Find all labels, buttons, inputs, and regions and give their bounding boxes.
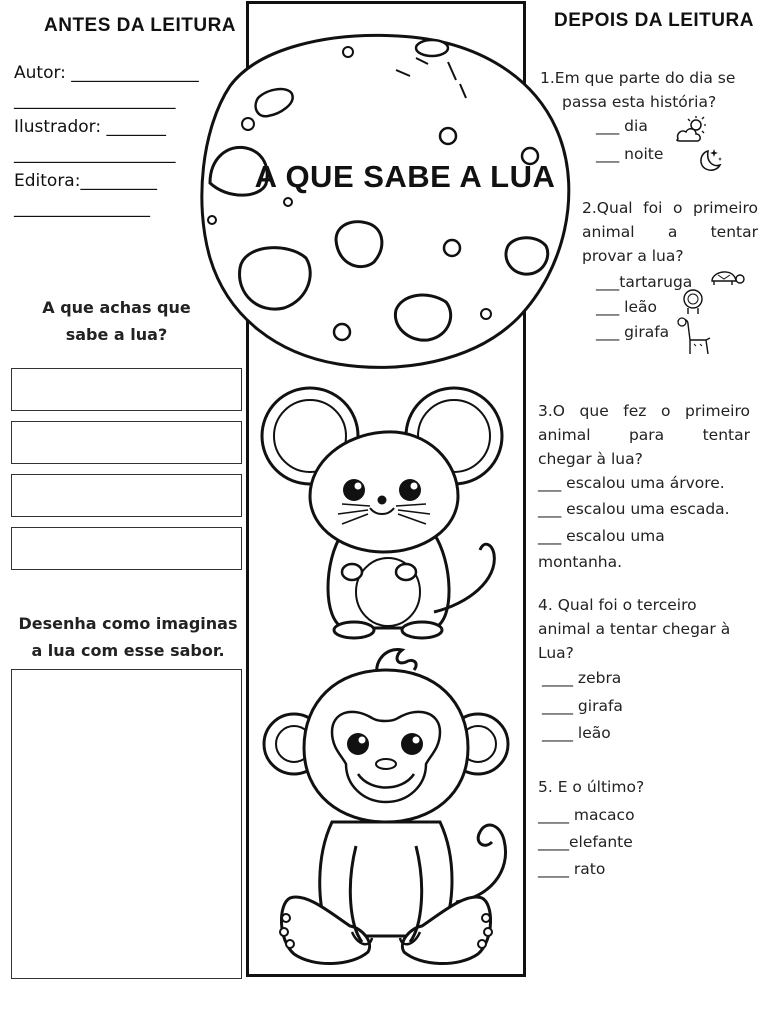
q4-line-3: Lua? (538, 644, 574, 662)
answer-box-3[interactable] (11, 474, 242, 517)
q3-line-3: chegar à lua? (538, 450, 643, 468)
q1-option-noite: ___ noite (596, 145, 664, 163)
editora-line-1: Editora:_________ (14, 171, 157, 191)
q4-line-2: animal a tentar chegar à (538, 620, 731, 638)
q3-line-1: 3.O que fez o primeiro (538, 402, 750, 420)
q5-option-macaco: ____ macaco (538, 806, 635, 824)
q5-option-rato: ____ rato (538, 860, 606, 878)
sun-cloud-icon (674, 115, 708, 145)
mouse-illustration (258, 384, 518, 640)
question-taste-line-2: sabe a lua? (65, 325, 168, 344)
right-column-title: DEPOIS DA LEITURA (554, 10, 754, 31)
ilustrador-line-2: ___________________ (14, 144, 176, 164)
question-draw-line-2: a lua com esse sabor. (31, 641, 225, 660)
q3-option-arvore: ___ escalou uma árvore. (538, 474, 725, 492)
lion-icon (680, 288, 706, 316)
q3-option-montanha: ___ escalou uma (538, 527, 665, 545)
drawing-box[interactable] (11, 669, 242, 979)
q2-option-girafa: ___ girafa (596, 323, 670, 341)
q1-option-dia: ___ dia (596, 117, 648, 135)
q4-option-zebra: ____ zebra (542, 669, 622, 687)
autor-line-1: Autor: _______________ (14, 63, 199, 83)
q5-option-elefante: ____elefante (538, 833, 633, 851)
q2-line-1: 2.Qual foi o primeiro (582, 199, 758, 217)
book-title: A QUE SABE A LUA (254, 159, 556, 194)
question-taste-line-1: A que achas que (42, 298, 191, 317)
autor-line-2: ___________________ (14, 90, 176, 110)
q2-line-3: provar a lua? (582, 247, 684, 265)
editora-line-2: ________________ (14, 198, 150, 218)
answer-box-2[interactable] (11, 421, 242, 464)
q3-option-montanha-cont: montanha. (538, 553, 623, 571)
q2-option-tartaruga: ___tartaruga (596, 273, 693, 291)
q4-line-1: 4. Qual foi o terceiro (538, 596, 697, 614)
monkey-illustration (260, 636, 524, 968)
ilustrador-line-1: Ilustrador: _______ (14, 117, 166, 137)
q3-line-2: animal para tentar (538, 426, 750, 444)
question-draw-moon (10, 610, 246, 664)
q2-line-2: animal a tentar (582, 223, 758, 241)
q2-option-leao: ___ leão (596, 298, 658, 316)
q3-option-escada: ___ escalou uma escada. (538, 500, 730, 518)
question-draw-line-1: Desenha como imaginas (18, 614, 238, 633)
q1-line-1: 1.Em que parte do dia se (540, 69, 736, 87)
answer-box-4[interactable] (11, 527, 242, 570)
left-column-title: ANTES DA LEITURA (44, 15, 237, 36)
q5-line-1: 5. E o último? (538, 778, 645, 796)
turtle-icon (706, 265, 746, 289)
q4-option-leao: ____ leão (542, 724, 611, 742)
moon-stars-icon (694, 145, 724, 175)
moon-illustration (188, 18, 578, 378)
q1-line-2: passa esta história? (562, 93, 717, 111)
q4-option-girafa: ____ girafa (542, 697, 623, 715)
giraffe-icon (672, 314, 716, 358)
